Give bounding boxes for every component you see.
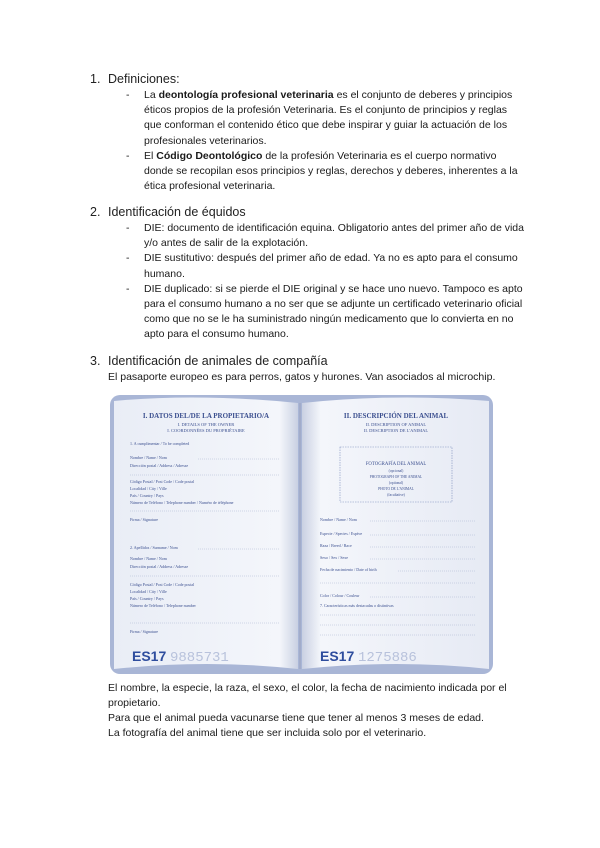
passport-right-code-digits: 1275886 — [358, 650, 417, 666]
svg-text:Dirección postal / Address / A: Dirección postal / Address / Adresse — [130, 463, 189, 468]
closing-paragraph-1: El nombre, la especie, la raza, el sexo, el color, la fecha de nacimiento indicada por el propietario. — [108, 682, 507, 709]
svg-text:7. Características más destaca: 7. Características más destacadas o distintivas — [320, 603, 394, 608]
svg-text:Nombre / Name / Nom: Nombre / Name / Nom — [130, 455, 167, 460]
svg-text:Firma / Signature: Firma / Signature — [130, 517, 158, 522]
closing-paragraph-3: La fotografía del animal tiene que ser incluida solo por el veterinario. — [108, 727, 427, 739]
section-number: 2. — [90, 205, 101, 219]
section-title: Identificación de animales de compañía — [108, 354, 328, 368]
passport-left-code-digits: 9885731 — [170, 650, 229, 666]
section-title: Definiciones: — [108, 72, 180, 86]
list-item: - DIE: documento de identificación equina. Obligatorio antes del primer año de vida y/o antes de salir de la explotación. — [126, 222, 524, 250]
svg-text:País / Country / Pays: País / Country / Pays — [130, 596, 164, 601]
svg-text:Nombre / Name / Nom: Nombre / Name / Nom — [130, 556, 167, 561]
svg-text:1. A cumplimentar / To be comp: 1. A cumplimentar / To be completed — [130, 441, 190, 446]
svg-text:País / Country / Pays: País / Country / Pays — [130, 493, 164, 498]
list-item: - DIE sustitutivo: después del primer año de edad. Ya no es apto para el consumo humano. — [126, 252, 518, 280]
section-number: 3. — [90, 354, 101, 368]
bold-term: deontología profesional veterinaria — [158, 89, 334, 101]
section-2-list — [126, 221, 526, 343]
svg-text:Fecha de nacimiento / Date of: Fecha de nacimiento / Date of birth — [320, 567, 377, 572]
svg-text:II. DESCRIPTION DE L'ANIMAL: II. DESCRIPTION DE L'ANIMAL — [363, 428, 429, 433]
section-3-intro: El pasaporte europeo es para perros, gatos y hurones. Van asociados al microchip. — [108, 371, 496, 383]
svg-text:Número de Teléfono / Telephone: Número de Teléfono / Telephone number — [130, 603, 196, 608]
passport-right-code-prefix: ES17 — [320, 648, 355, 664]
svg-text:Código Postal / Post Code / Co: Código Postal / Post Code / Code postal — [130, 479, 195, 484]
pet-passport-image — [108, 393, 495, 676]
list-item: - El Código Deontológico de la profesión Veterinaria es el cuerpo normativo donde se recopilan esos principios y reglas, derechos y deberes, inherentes a la ética profesional veterinaria. — [126, 149, 518, 193]
svg-text:Firma / Signature: Firma / Signature — [130, 629, 158, 634]
section-1-list — [126, 88, 526, 194]
svg-text:(optional): (optional) — [388, 481, 404, 485]
svg-text:Especie / Species / Espèce: Especie / Species / Espèce — [320, 531, 363, 536]
section-number: 1. — [90, 72, 101, 86]
svg-text:Número de Teléfono / Telephone: Número de Teléfono / Telephone number / Numéro de téléphone — [130, 500, 234, 505]
bold-term: Código Deontológico — [156, 149, 263, 162]
passport-left-title: I. DATOS DEL/DE LA PROPIETARIO/A — [142, 412, 270, 420]
passport-left-code-prefix: ES17 — [132, 648, 167, 664]
svg-text:Raza / Breed / Race: Raza / Breed / Race — [320, 543, 352, 548]
svg-text:(facultative): (facultative) — [387, 493, 405, 497]
passport-photo-label: FOTOGRAFÍA DEL ANIMAL — [365, 462, 427, 467]
svg-text:I. DETAILS OF THE OWNER: I. DETAILS OF THE OWNER — [177, 422, 235, 427]
svg-text:Código Postal / Post Code / Co: Código Postal / Post Code / Code postal — [130, 582, 195, 587]
list-item: - La deontología profesional veterinaria es el conjunto de deberes y principios éticos propios de la profesión Veterinaria. Es el conjunto de principios y reglas que conforman el contenido ético que debe inspirar y guiar la actuación de los profesionales veterinarios. — [126, 89, 513, 147]
svg-text:PHOTOGRAPH OF THE ANIMAL: PHOTOGRAPH OF THE ANIMAL — [369, 475, 423, 479]
svg-text:I. COORDONNÉES DU PROPRIÉTAIRE: I. COORDONNÉES DU PROPRIÉTAIRE — [167, 428, 245, 433]
svg-text:II. DESCRIPTION OF ANIMAL: II. DESCRIPTION OF ANIMAL — [365, 422, 427, 427]
section-title: Identificación de équidos — [108, 205, 246, 219]
section-1-heading — [90, 72, 180, 86]
svg-text:Localidad / City / Ville: Localidad / City / Ville — [130, 486, 167, 491]
svg-text:Nombre / Name / Nom: Nombre / Name / Nom — [320, 517, 357, 522]
section-3-heading — [90, 354, 328, 368]
closing-paragraph-2: Para que el animal pueda vacunarse tiene que tener al menos 3 meses de edad. — [108, 712, 484, 724]
svg-text:(opcional): (opcional) — [388, 469, 404, 473]
svg-text:Localidad / City / Ville: Localidad / City / Ville — [130, 589, 167, 594]
svg-text:Color / Colour / Couleur: Color / Colour / Couleur — [320, 593, 360, 598]
svg-text:2. Apellidos / Surname / Nom: 2. Apellidos / Surname / Nom — [130, 545, 178, 550]
passport-right-title: II. DESCRIPCIÓN DEL ANIMAL — [343, 412, 449, 420]
section-2-heading — [90, 205, 246, 219]
svg-text:Sexo / Sex / Sexe: Sexo / Sex / Sexe — [320, 555, 348, 560]
list-item: - DIE duplicado: si se pierde el DIE original y se hace uno nuevo. Tampoco es apto para el consumo humano a no ser que se adjunte un certificado veterinario oficial como que no se le ha suministrado ningún medicamento que lo convierta en no apto para el consumo humano. — [126, 282, 523, 341]
svg-text:Dirección postal / Address / A: Dirección postal / Address / Adresse — [130, 564, 189, 569]
svg-text:PHOTO DE L'ANIMAL: PHOTO DE L'ANIMAL — [378, 487, 414, 491]
